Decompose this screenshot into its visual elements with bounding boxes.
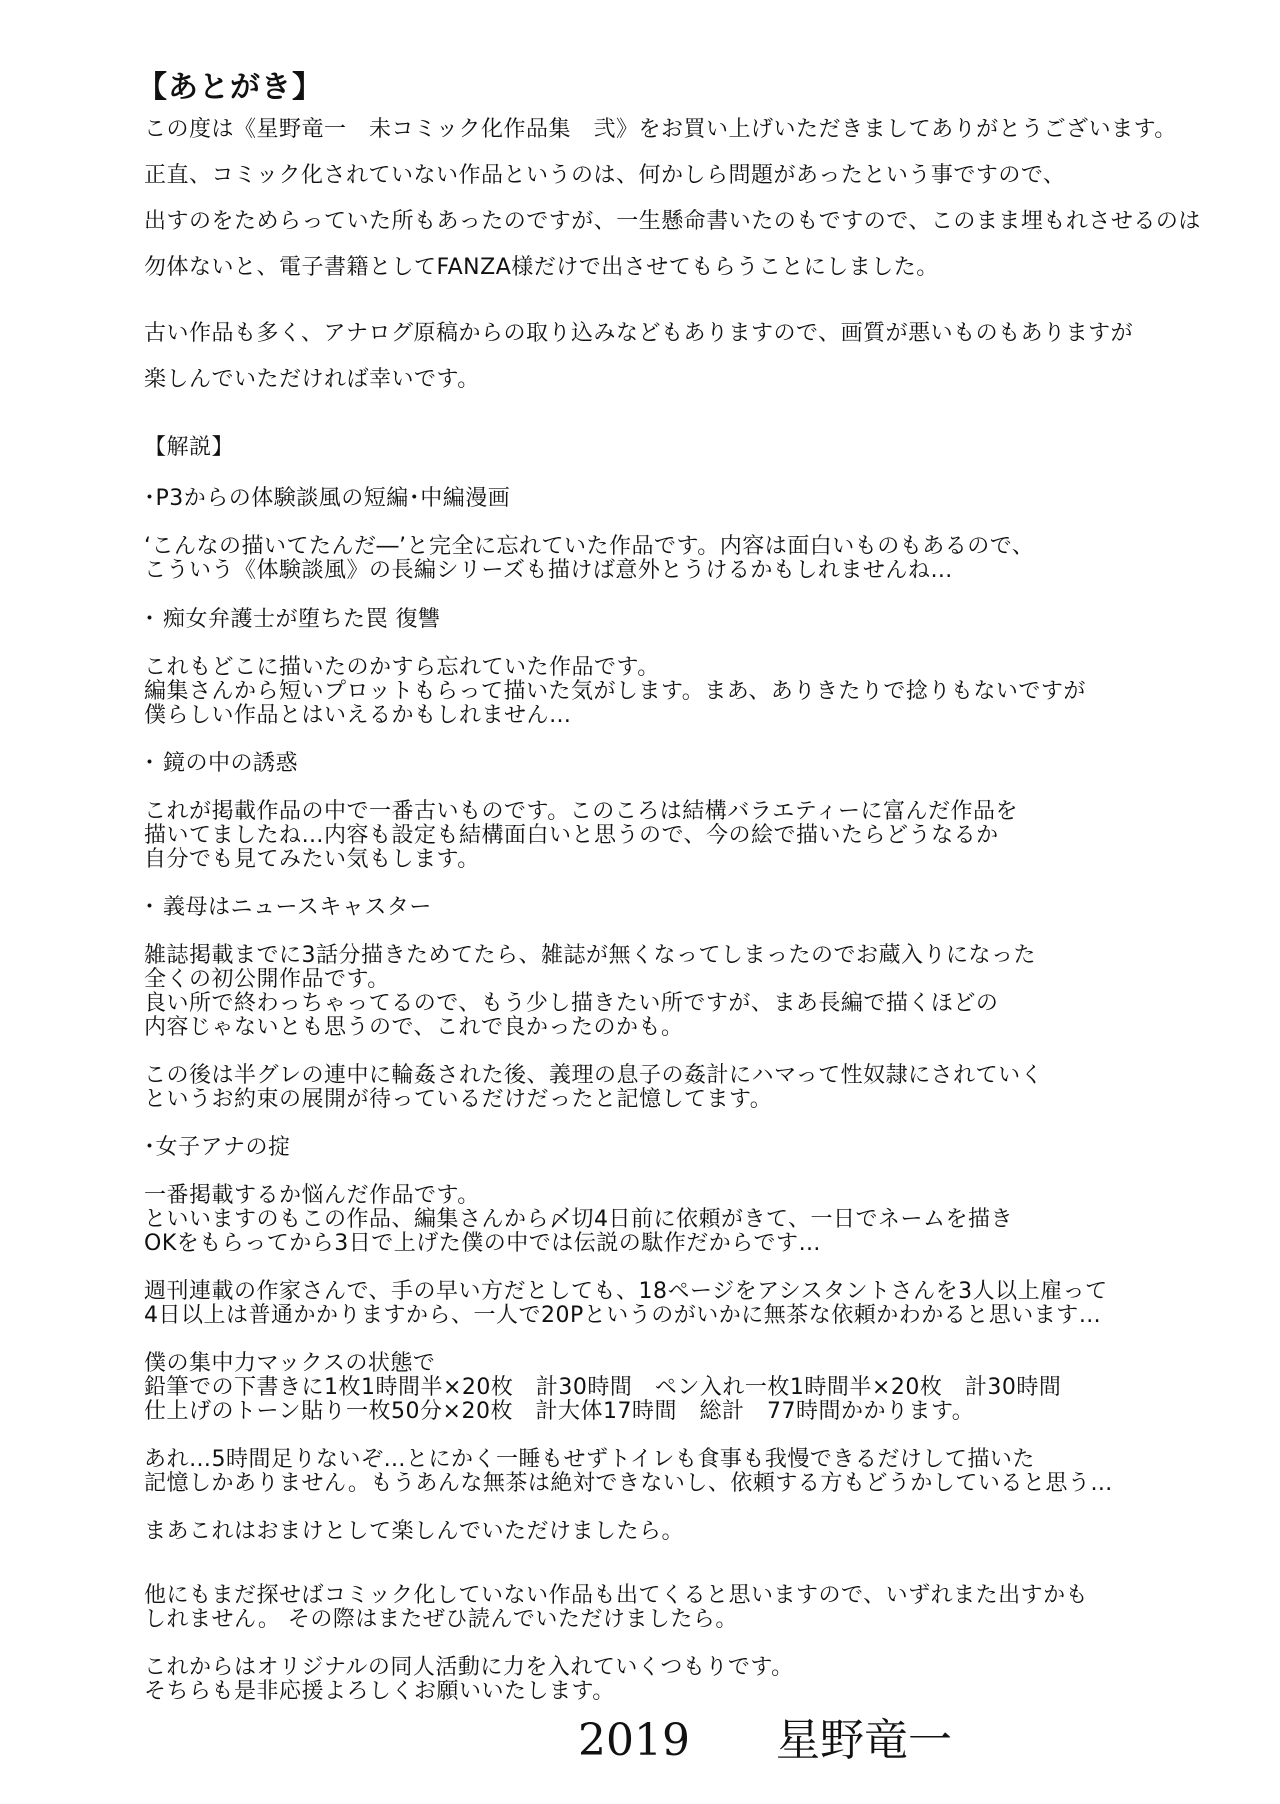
closing-line: これからはオリジナルの同人活動に力を入れていくつもりです。 xyxy=(144,1655,794,1680)
section-heading: ･女子アナの掟 xyxy=(144,1135,291,1160)
closing-line: 他にもまだ探せばコミック化していない作品も出てくると思いますので、いずれまた出すかも xyxy=(144,1583,1089,1608)
section-line: といいますのもこの作品、編集さんから〆切4日前に依頼がきて、一日でネームを描き xyxy=(144,1207,1014,1232)
section-line: 鉛筆での下書きに1枚1時間半×20枚 計30時間 ペン入れ一枚1時間半×20枚 計30時間 xyxy=(144,1375,1062,1400)
section-line: これもどこに描いたのかすら忘れていた作品です。 xyxy=(144,655,660,680)
intro-line: この度は《星野竜一 未コミック化作品集 弐》をお買い上げいただきましてありがとうございます。 xyxy=(144,117,1177,142)
section-line: 雑誌掲載までに3話分描きためてたら、雑誌が無くなってしまったのでお蔵入りになった xyxy=(144,943,1036,968)
section-line: こういう《体験談風》の長編シリーズも描けば意外とうけるかもしれませんね… xyxy=(144,558,953,583)
intro-line: 正直、コミック化されていない作品というのは、何かしら問題があったという事ですので、 xyxy=(144,163,1066,188)
section-heading: ･ 鏡の中の誘惑 xyxy=(144,751,298,776)
section-line: OKをもらってから3日で上げた僕の中では伝説の駄作だからです… xyxy=(144,1231,822,1256)
section-line: 僕らしい作品とはいえるかもしれません… xyxy=(144,703,572,728)
section-heading: ･ 義母はニュースキャスター xyxy=(144,895,432,920)
section-line: というお約束の展開が待っているだけだったと記憶してます。 xyxy=(144,1087,773,1112)
section-line: 記憶しかありません。もうあんな無茶は絶対できないし、依頼する方もどうかしていると思う… xyxy=(144,1471,1113,1496)
section-line: ‘こんなの描いてたんだ―’と完全に忘れていた作品です。内容は面白いものもあるので、 xyxy=(144,534,1035,559)
intro-line: 勿体ないと、電子書籍としてFANZA様だけで出させてもらうことにしました。 xyxy=(144,255,939,280)
section-line: 内容じゃないとも思うので、これで良かったのかも。 xyxy=(144,1015,684,1040)
commentary-heading: 【解説】 xyxy=(144,435,235,460)
section-line: 4日以上は普通かかりますから、一人で20Pというのがいかに無茶な依頼かわかると思います… xyxy=(144,1303,1102,1328)
section-line: 僕の集中力マックスの状態で xyxy=(144,1351,436,1376)
section-heading: ･ 痴女弁護士が堕ちた罠 復讐 xyxy=(144,607,441,632)
section-line: 自分でも見てみたい気もします。 xyxy=(144,847,480,872)
section-line: まあこれはおまけとして楽しんでいただけましたら。 xyxy=(144,1519,685,1544)
page-title: 【あとがき】 xyxy=(137,70,323,105)
section-line: 一番掲載するか悩んだ作品です。 xyxy=(144,1183,480,1208)
section-line: 全くの初公開作品です。 xyxy=(144,967,390,992)
section-line: この後は半グレの連中に輪姦された後、義理の息子の姦計にハマって性奴隷にされていく xyxy=(144,1063,1044,1088)
section-line: 良い所で終わっちゃってるので、もう少し描きたい所ですが、まあ長編で描くほどの xyxy=(144,991,999,1016)
section-line: 週刊連載の作家さんで、手の早い方だとしても、18ページをアシスタントさんを3人以上雇って xyxy=(144,1279,1108,1304)
closing-line: しれません。 その際はまたぜひ読んでいただけましたら。 xyxy=(144,1607,738,1632)
section-line: 描いてましたね…内容も設定も結構面白いと思うので、今の絵で描いたらどうなるか xyxy=(144,823,999,848)
section-heading: ･P3からの体験談風の短編･中編漫画 xyxy=(144,486,511,511)
section-line: これが掲載作品の中で一番古いものです。このころは結構バラエティーに富んだ作品を xyxy=(144,799,1018,824)
signature-year: 2019 xyxy=(578,1715,690,1766)
intro-line: 楽しんでいただければ幸いです。 xyxy=(144,367,480,392)
intro-line: 出すのをためらっていた所もあったのですが、一生懸命書いたのもですので、このまま埋もれさせるのは xyxy=(144,209,1201,234)
signature-author: 星野竜一 xyxy=(776,1715,952,1766)
section-line: 編集さんから短いプロットもらって描いた気がします。まあ、ありきたりで捻りもないですが xyxy=(144,679,1086,704)
section-line: あれ…5時間足りないぞ…とにかく一睡もせずトイレも食事も我慢できるだけして描いた xyxy=(144,1447,1035,1472)
closing-line: そちらも是非応援よろしくお願いいたします。 xyxy=(144,1679,615,1704)
intro-line: 古い作品も多く、アナログ原稿からの取り込みなどもありますので、画質が悪いものもありますが xyxy=(144,321,1134,346)
section-line: 仕上げのトーン貼り一枚50分×20枚 計大体17時間 総計 77時間かかります。 xyxy=(144,1399,975,1424)
